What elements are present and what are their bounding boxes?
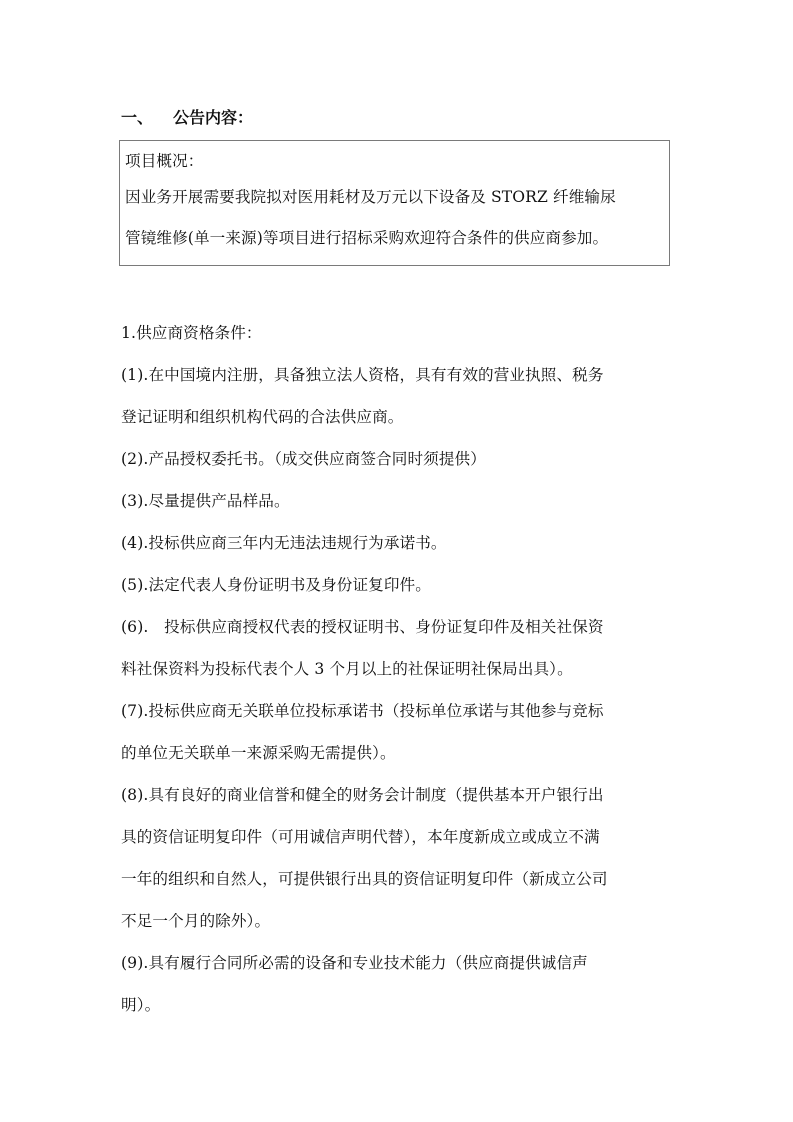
qualification-line: (3).尽量提供产品样品。: [121, 492, 290, 510]
section-heading: [121, 106, 253, 130]
section-number: 一、: [121, 108, 154, 127]
section-title: 公告内容：: [173, 108, 254, 127]
qualification-line: (7).投标供应商无关联单位投标承诺书（投标单位承诺与其他参与竞标: [121, 702, 604, 720]
overview-line: 管镜维修(单一来源)等项目进行招标采购欢迎符合条件的供应商参加。: [125, 229, 609, 247]
qualification-line: 料社保资料为投标代表个人 3 个月以上的社保证明社保局出具）。: [121, 660, 573, 678]
qualifications-section: [121, 312, 681, 1026]
qualification-line: 不足一个月的除外）。: [121, 912, 271, 930]
qualification-line: (6). 投标供应商授权代表的授权证明书、身份证复印件及相关社保资: [121, 618, 604, 636]
overview-heading: 项目概况：: [125, 152, 204, 170]
qualification-line: (5).法定代表人身份证明书及身份证复印件。: [121, 576, 431, 594]
qualification-line: (1).在中国境内注册，具备独立法人资格，具有有效的营业执照、税务: [121, 366, 604, 384]
qualification-line: 明）。: [121, 996, 161, 1014]
qualification-line: 登记证明和组织机构代码的合法供应商。: [121, 408, 404, 426]
qualification-line: (4).投标供应商三年内无违法违规行为承诺书。: [121, 534, 447, 552]
overview-line: 因业务开展需要我院拟对医用耗材及万元以下设备及 STORZ 纤维输尿: [125, 188, 616, 206]
qualification-line: (9).具有履行合同所必需的设备和专业技术能力（供应商提供诚信声: [121, 954, 588, 972]
project-overview-box: [119, 140, 670, 266]
qualification-line: 一年的组织和自然人，可提供银行出具的资信证明复印件（新成立公司: [121, 870, 608, 888]
qualification-line: (8).具有良好的商业信誉和健全的财务会计制度（提供基本开户银行出: [121, 786, 604, 804]
qualification-line: (2).产品授权委托书。（成交供应商签合同时须提供）: [121, 450, 486, 468]
qualifications-heading: 1.供应商资格条件：: [121, 324, 262, 342]
qualification-line: 具的资信证明复印件（可用诚信声明代替），本年度新成立或成立不满: [121, 828, 600, 846]
qualification-line: 的单位无关联单一来源采购无需提供）。: [121, 744, 396, 762]
